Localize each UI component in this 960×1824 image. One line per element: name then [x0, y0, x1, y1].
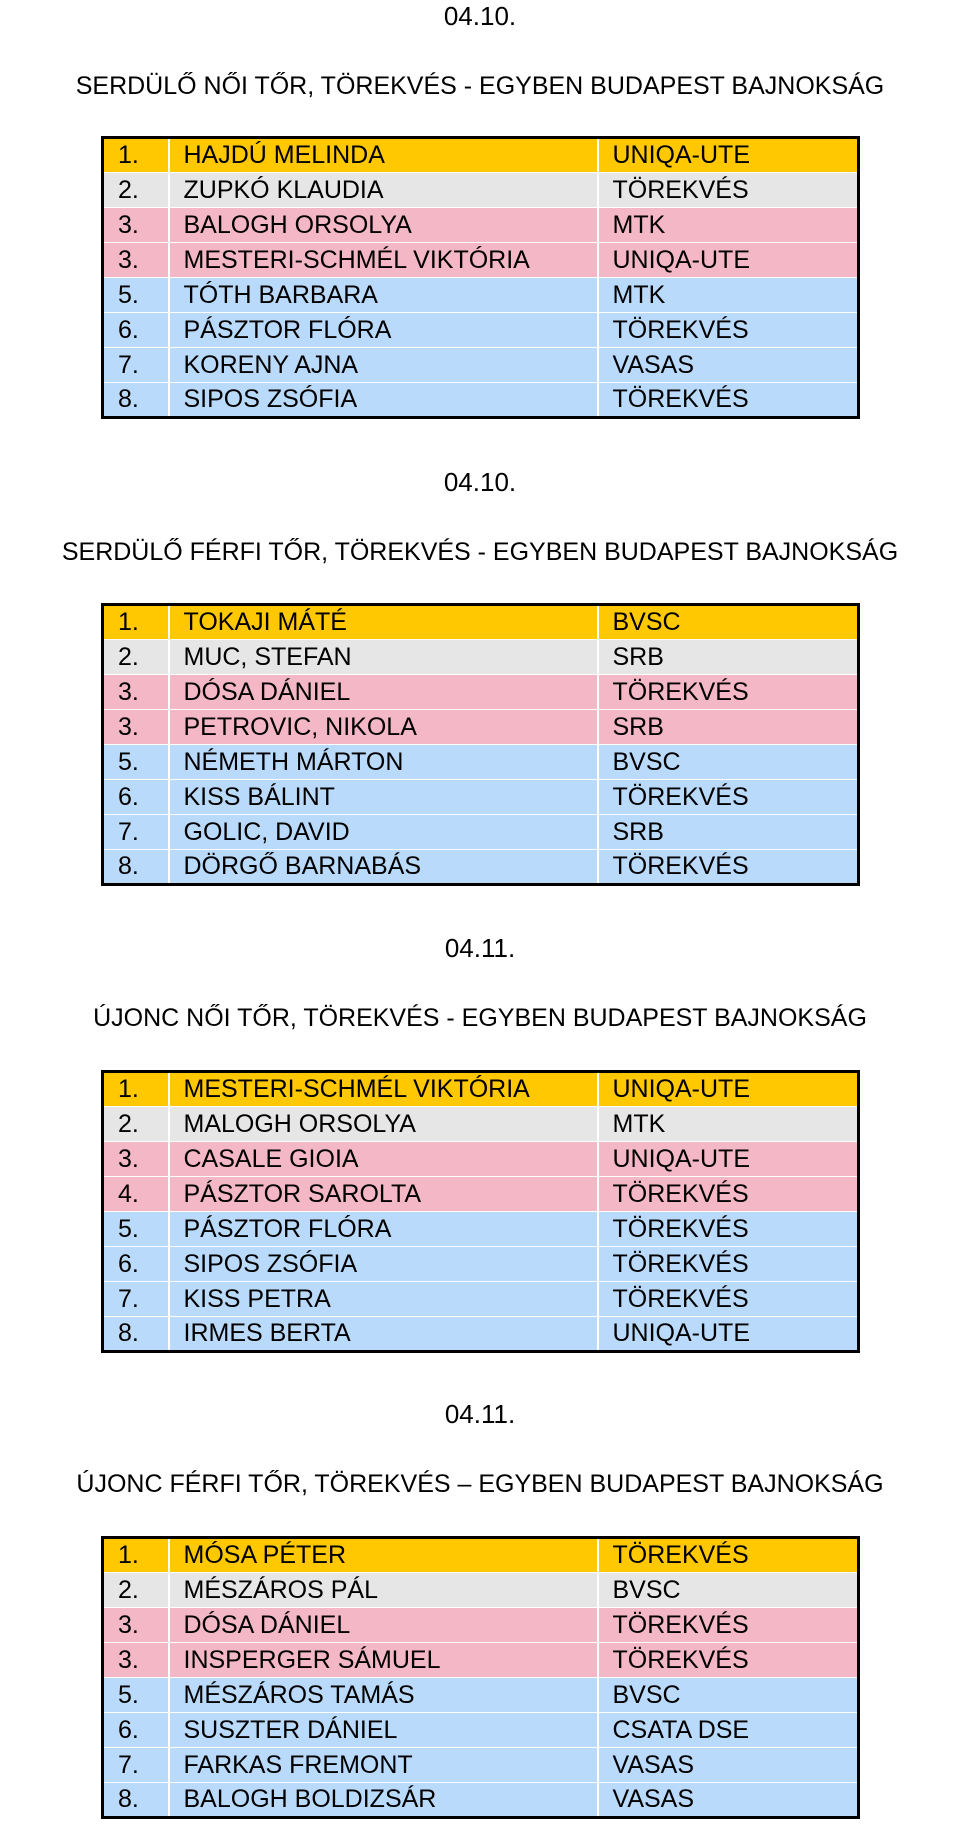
rank-cell: 8.: [103, 383, 169, 418]
club-cell: TÖREKVÉS: [598, 1282, 859, 1317]
club-cell: TÖREKVÉS: [598, 313, 859, 348]
rank-cell: 2.: [103, 640, 169, 675]
rank-cell: 1.: [103, 1072, 169, 1107]
name-cell: HAJDÚ MELINDA: [169, 138, 598, 173]
name-cell: DÓSA DÁNIEL: [169, 1608, 598, 1643]
club-cell: BVSC: [598, 605, 859, 640]
club-cell: SRB: [598, 815, 859, 850]
table-row: [103, 780, 859, 815]
club-cell: BVSC: [598, 1573, 859, 1608]
section-date: 04.11.: [444, 933, 516, 963]
table-row: [103, 1142, 859, 1177]
name-cell: MÉSZÁROS PÁL: [169, 1573, 598, 1608]
rank-cell: 5.: [103, 745, 169, 780]
results-table: [101, 136, 860, 419]
name-cell: PÁSZTOR FLÓRA: [169, 313, 598, 348]
club-cell: TÖREKVÉS: [598, 780, 859, 815]
name-cell: FARKAS FREMONT: [169, 1748, 598, 1783]
club-cell: TÖREKVÉS: [598, 383, 859, 418]
rank-cell: 8.: [103, 1317, 169, 1352]
section-title: ÚJONC NŐI TŐR, TÖREKVÉS - EGYBEN BUDAPEST BAJNOKSÁG: [93, 1004, 867, 1032]
name-cell: DÓSA DÁNIEL: [169, 675, 598, 710]
section-date: 04.10.: [443, 467, 517, 497]
table-row: [103, 1713, 859, 1748]
table-row: [103, 348, 859, 383]
rank-cell: 4.: [103, 1177, 169, 1212]
rank-cell: 8.: [103, 1783, 169, 1818]
section-title: SERDÜLŐ NŐI TŐR, TÖREKVÉS - EGYBEN BUDAPEST BAJNOKSÁG: [75, 72, 885, 100]
table-row: [103, 1247, 859, 1282]
result-section: [0, 0, 960, 430]
table-row: [103, 1177, 859, 1212]
name-cell: MÉSZÁROS TAMÁS: [169, 1678, 598, 1713]
rank-cell: 6.: [103, 313, 169, 348]
club-cell: TÖREKVÉS: [598, 850, 859, 885]
rank-cell: 3.: [103, 675, 169, 710]
club-cell: TÖREKVÉS: [598, 1247, 859, 1282]
rank-cell: 3.: [103, 1608, 169, 1643]
name-cell: SIPOS ZSÓFIA: [169, 383, 598, 418]
name-cell: MESTERI-SCHMÉL VIKTÓRIA: [169, 1072, 598, 1107]
rank-cell: 3.: [103, 208, 169, 243]
results-table: [101, 1536, 860, 1819]
club-cell: UNIQA-UTE: [598, 1317, 859, 1352]
table-row: [103, 605, 859, 640]
table-row: [103, 243, 859, 278]
name-cell: KORENY AJNA: [169, 348, 598, 383]
rank-cell: 2.: [103, 173, 169, 208]
section-date: 04.10.: [443, 1, 517, 31]
section-date: 04.11.: [444, 1399, 516, 1429]
table-row: [103, 313, 859, 348]
table-row: [103, 850, 859, 885]
club-cell: TÖREKVÉS: [598, 1177, 859, 1212]
club-cell: TÖREKVÉS: [598, 1608, 859, 1643]
table-row: [103, 745, 859, 780]
name-cell: ZUPKÓ KLAUDIA: [169, 173, 598, 208]
section-title: SERDÜLŐ FÉRFI TŐR, TÖREKVÉS - EGYBEN BUDAPEST BAJNOKSÁG: [61, 538, 899, 566]
table-row: [103, 173, 859, 208]
result-section: [0, 1398, 960, 1824]
club-cell: VASAS: [598, 348, 859, 383]
table-row: [103, 1608, 859, 1643]
club-cell: BVSC: [598, 1678, 859, 1713]
table-row: [103, 815, 859, 850]
club-cell: TÖREKVÉS: [598, 675, 859, 710]
name-cell: BALOGH BOLDIZSÁR: [169, 1783, 598, 1818]
rank-cell: 7.: [103, 1282, 169, 1317]
rank-cell: 7.: [103, 815, 169, 850]
results-table: [101, 1070, 860, 1353]
club-cell: MTK: [598, 208, 859, 243]
table-row: [103, 1678, 859, 1713]
club-cell: MTK: [598, 1107, 859, 1142]
name-cell: MESTERI-SCHMÉL VIKTÓRIA: [169, 243, 598, 278]
rank-cell: 2.: [103, 1107, 169, 1142]
table-row: [103, 1317, 859, 1352]
rank-cell: 1.: [103, 138, 169, 173]
club-cell: SRB: [598, 710, 859, 745]
club-cell: MTK: [598, 278, 859, 313]
section-title: ÚJONC FÉRFI TŐR, TÖREKVÉS – EGYBEN BUDAPEST BAJNOKSÁG: [76, 1470, 884, 1498]
club-cell: CSATA DSE: [598, 1713, 859, 1748]
table-row: [103, 675, 859, 710]
name-cell: SIPOS ZSÓFIA: [169, 1247, 598, 1282]
rank-cell: 6.: [103, 780, 169, 815]
table-row: [103, 138, 859, 173]
name-cell: KISS PETRA: [169, 1282, 598, 1317]
club-cell: VASAS: [598, 1783, 859, 1818]
rank-cell: 5.: [103, 1212, 169, 1247]
table-row: [103, 1573, 859, 1608]
table-row: [103, 710, 859, 745]
club-cell: TÖREKVÉS: [598, 1538, 859, 1573]
club-cell: UNIQA-UTE: [598, 1142, 859, 1177]
name-cell: NÉMETH MÁRTON: [169, 745, 598, 780]
table-row: [103, 1107, 859, 1142]
name-cell: MALOGH ORSOLYA: [169, 1107, 598, 1142]
name-cell: CASALE GIOIA: [169, 1142, 598, 1177]
club-cell: BVSC: [598, 745, 859, 780]
name-cell: TOKAJI MÁTÉ: [169, 605, 598, 640]
table-row: [103, 1748, 859, 1783]
result-section: [0, 466, 960, 896]
rank-cell: 1.: [103, 605, 169, 640]
club-cell: SRB: [598, 640, 859, 675]
rank-cell: 2.: [103, 1573, 169, 1608]
table-row: [103, 278, 859, 313]
table-row: [103, 1783, 859, 1818]
name-cell: PÁSZTOR SAROLTA: [169, 1177, 598, 1212]
name-cell: MUC, STEFAN: [169, 640, 598, 675]
club-cell: TÖREKVÉS: [598, 1212, 859, 1247]
rank-cell: 7.: [103, 348, 169, 383]
name-cell: GOLIC, DAVID: [169, 815, 598, 850]
rank-cell: 5.: [103, 1678, 169, 1713]
results-table: [101, 603, 860, 886]
club-cell: UNIQA-UTE: [598, 1072, 859, 1107]
rank-cell: 3.: [103, 710, 169, 745]
club-cell: UNIQA-UTE: [598, 243, 859, 278]
club-cell: UNIQA-UTE: [598, 138, 859, 173]
name-cell: INSPERGER SÁMUEL: [169, 1643, 598, 1678]
name-cell: IRMES BERTA: [169, 1317, 598, 1352]
rank-cell: 7.: [103, 1748, 169, 1783]
name-cell: MÓSA PÉTER: [169, 1538, 598, 1573]
table-row: [103, 1212, 859, 1247]
rank-cell: 1.: [103, 1538, 169, 1573]
rank-cell: 3.: [103, 1643, 169, 1678]
table-row: [103, 383, 859, 418]
club-cell: VASAS: [598, 1748, 859, 1783]
table-row: [103, 1643, 859, 1678]
name-cell: PÁSZTOR FLÓRA: [169, 1212, 598, 1247]
table-row: [103, 640, 859, 675]
table-row: [103, 1072, 859, 1107]
rank-cell: 6.: [103, 1713, 169, 1748]
rank-cell: 3.: [103, 1142, 169, 1177]
rank-cell: 6.: [103, 1247, 169, 1282]
name-cell: BALOGH ORSOLYA: [169, 208, 598, 243]
name-cell: SUSZTER DÁNIEL: [169, 1713, 598, 1748]
rank-cell: 5.: [103, 278, 169, 313]
table-row: [103, 1282, 859, 1317]
name-cell: PETROVIC, NIKOLA: [169, 710, 598, 745]
club-cell: TÖREKVÉS: [598, 173, 859, 208]
name-cell: TÓTH BARBARA: [169, 278, 598, 313]
table-row: [103, 1538, 859, 1573]
table-row: [103, 208, 859, 243]
name-cell: KISS BÁLINT: [169, 780, 598, 815]
rank-cell: 3.: [103, 243, 169, 278]
name-cell: DÖRGŐ BARNABÁS: [169, 850, 598, 885]
club-cell: TÖREKVÉS: [598, 1643, 859, 1678]
result-section: [0, 932, 960, 1362]
rank-cell: 8.: [103, 850, 169, 885]
